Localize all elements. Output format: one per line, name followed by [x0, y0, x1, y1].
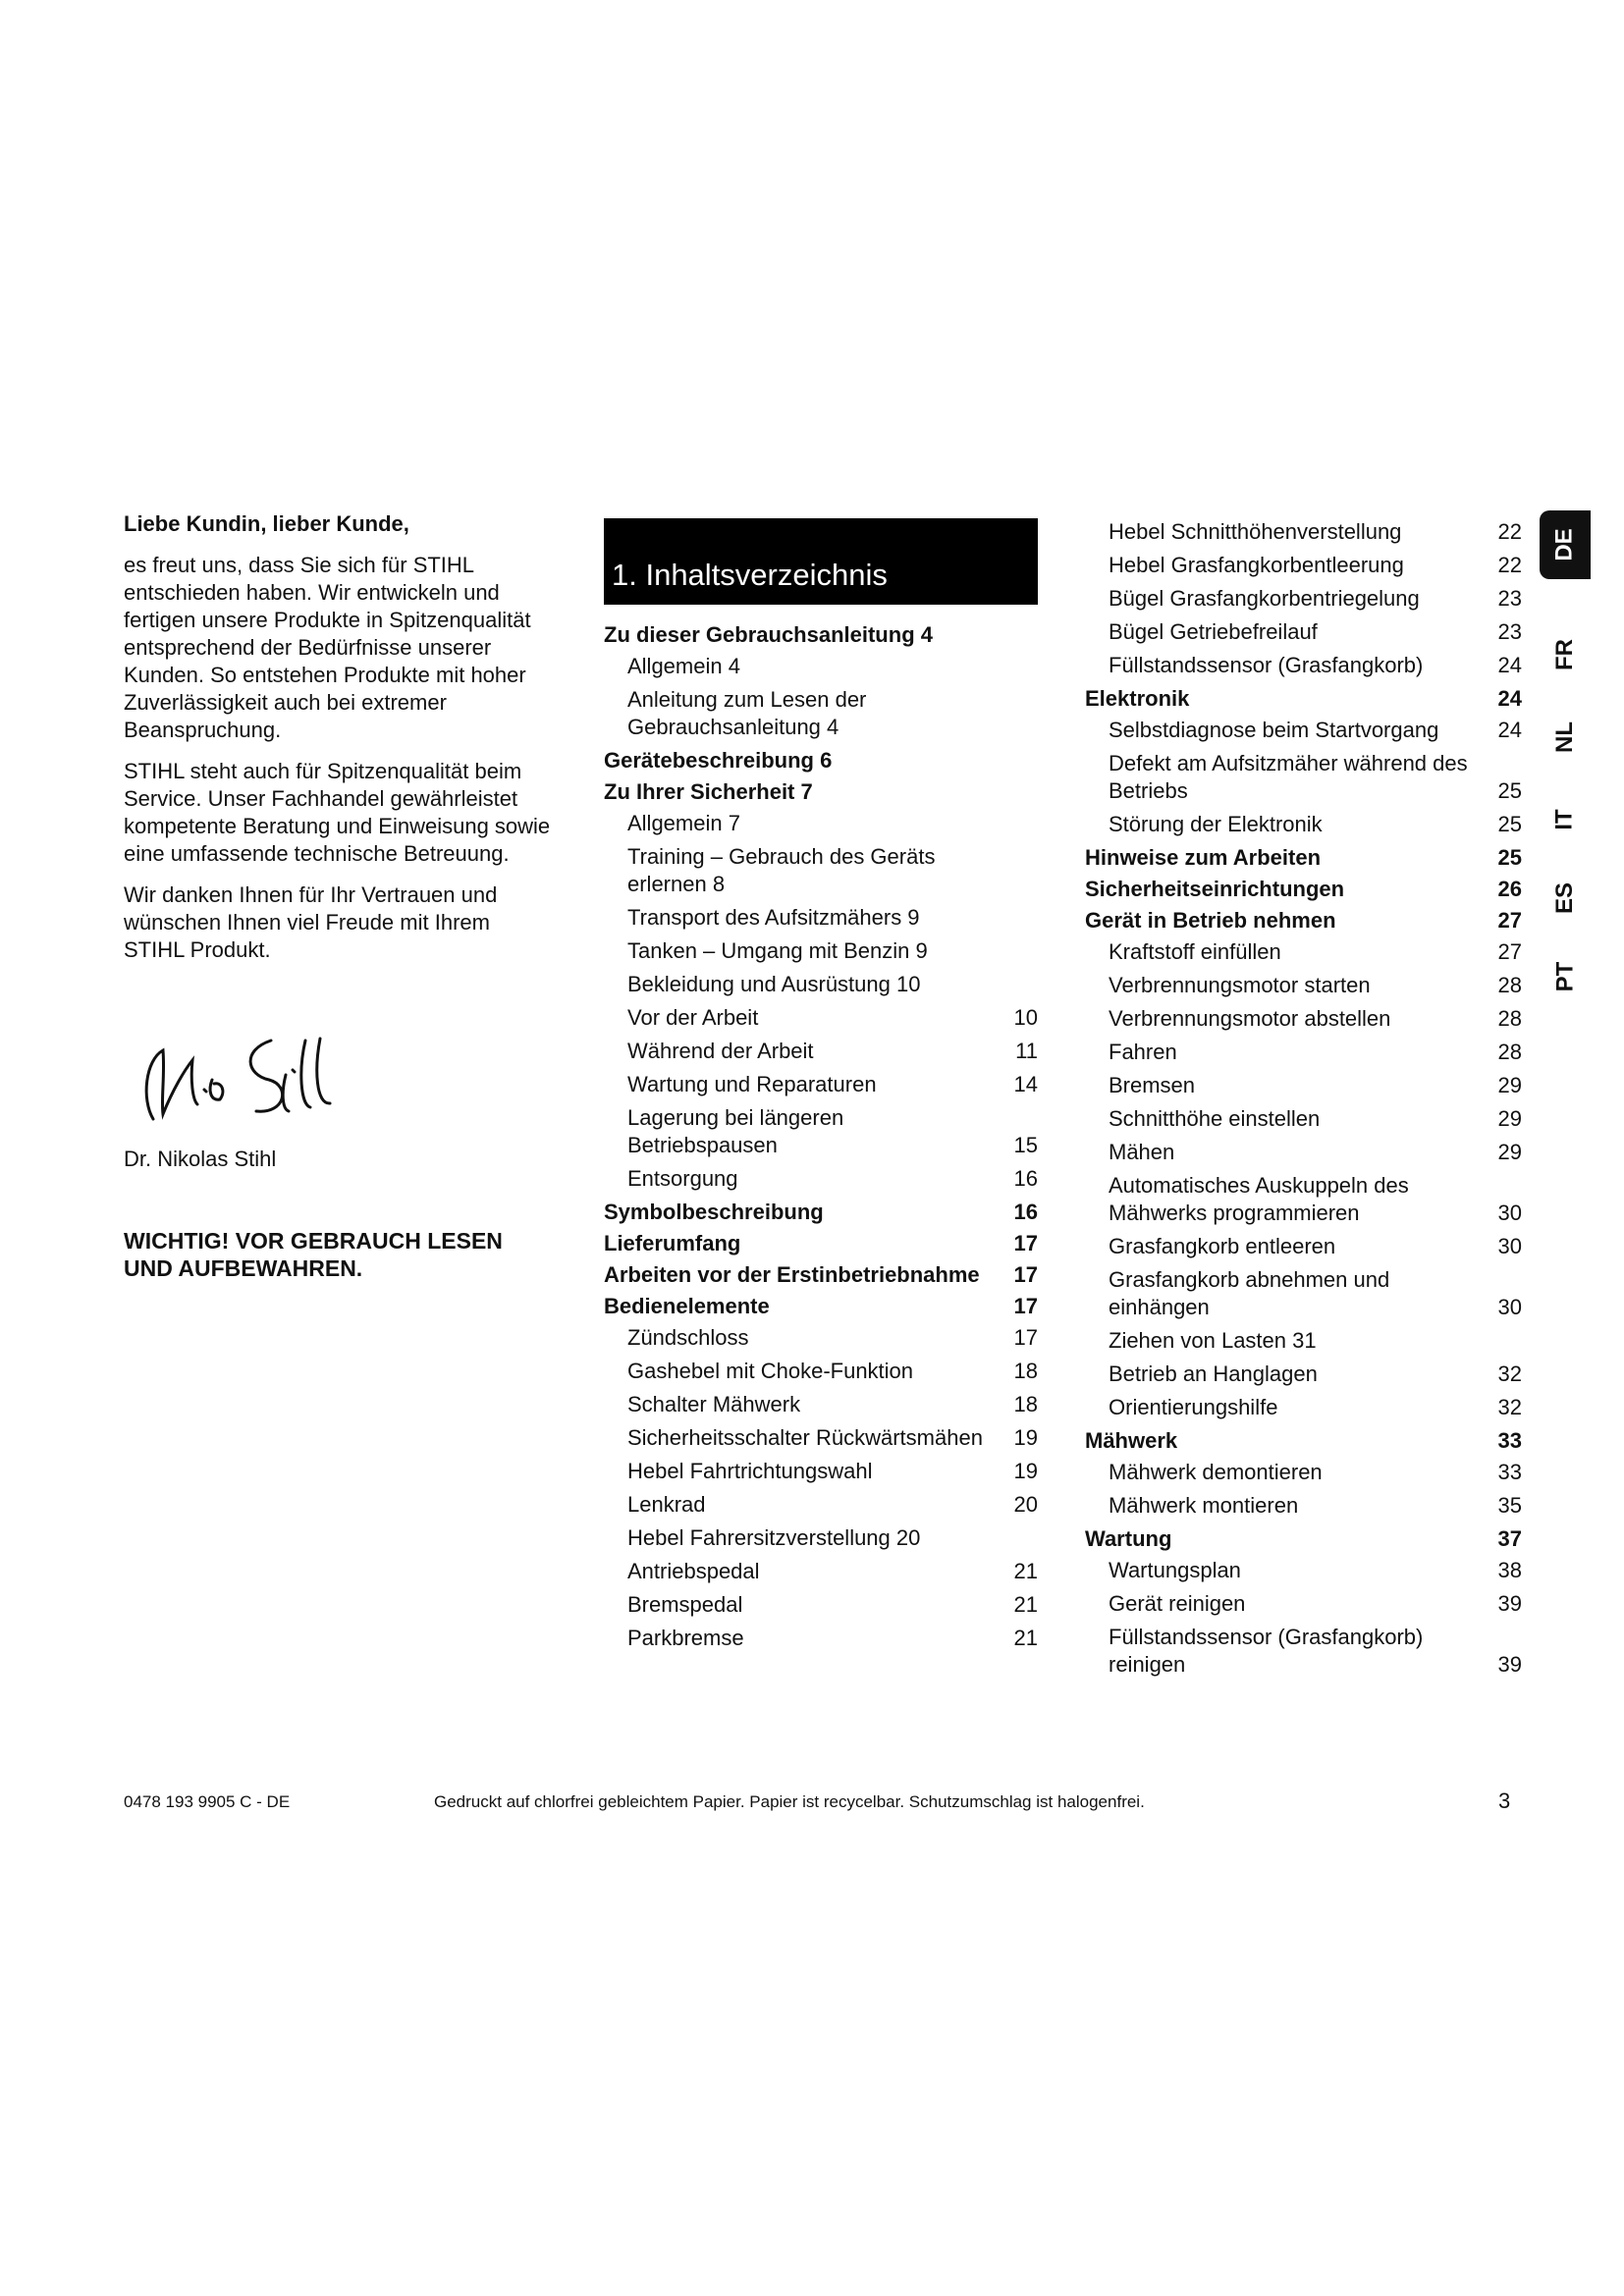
toc-entry-page: 28: [1497, 1006, 1522, 1031]
toc-entry[interactable]: [1085, 1172, 1522, 1227]
toc-entry-title: Transport des Aufsitzmähers 9: [627, 905, 920, 930]
toc-entry[interactable]: [1085, 717, 1522, 744]
toc-entry-page: 37: [1497, 1526, 1522, 1551]
toc-entry[interactable]: [604, 1071, 1038, 1098]
toc-entry-page: 23: [1497, 619, 1522, 644]
toc-entry-page: 24: [1497, 653, 1522, 677]
toc-entry-page: 29: [1497, 1106, 1522, 1131]
toc-entry-title: Bekleidung und Ausrüstung 10: [627, 972, 921, 996]
toc-entry-title: Grasfangkorb abnehmen und einhängen: [1109, 1267, 1390, 1319]
page-number: 3: [1498, 1789, 1511, 1813]
toc-entry-title: Gerät in Betrieb nehmen: [1085, 908, 1336, 933]
toc-entry[interactable]: [1085, 685, 1522, 713]
toc-entry[interactable]: [604, 810, 1038, 837]
toc-entry-page: 17: [1013, 1294, 1038, 1318]
toc-entry-title: Defekt am Aufsitzmäher während des Betriebs: [1109, 751, 1468, 803]
toc-entry-title: Störung der Elektronik: [1109, 812, 1323, 836]
toc-entry-page: 32: [1497, 1395, 1522, 1419]
toc-entry-page: 22: [1497, 553, 1522, 577]
toc-entry[interactable]: [604, 1261, 1038, 1289]
language-tab-label: NL: [1551, 721, 1578, 753]
toc-entry-title: Zu Ihrer Sicherheit 7: [604, 779, 813, 804]
toc-entry[interactable]: [1085, 1105, 1522, 1133]
toc-entry-title: Anleitung zum Lesen der Gebrauchsanleitung 4: [627, 687, 867, 739]
toc-entry[interactable]: [1085, 1624, 1522, 1679]
toc-entry[interactable]: [604, 1458, 1038, 1485]
toc-entry[interactable]: [604, 686, 1038, 741]
toc-entry-title: Lagerung bei längeren Betriebspausen: [627, 1105, 844, 1157]
toc-entry-page: 39: [1497, 1591, 1522, 1616]
toc-entry-page: 16: [1013, 1200, 1038, 1224]
language-tab-fr[interactable]: [1540, 620, 1591, 689]
toc-entry-page: 18: [1013, 1359, 1038, 1383]
signer-name: Dr. Nikolas Stihl: [124, 1147, 277, 1171]
toc-entry-page: 30: [1497, 1201, 1522, 1225]
intro-paragraph: es freut uns, dass Sie sich für STIHL entschieden haben. Wir entwickeln und fertigen unsere Produkte in Spitzenqualität entsprechend der Bedürfnisse unserer Kunden. So entstehen Produkte mit hoher Zuverlässigkeit auch bei extremer Beanspruchung.: [124, 553, 531, 742]
toc-entry-title: Mähwerk: [1085, 1428, 1178, 1453]
toc-entry-title: Bügel Grasfangkorbentriegelung: [1109, 586, 1420, 611]
toc-entry-title: Hinweise zum Arbeiten: [1085, 845, 1322, 870]
language-tab-label: IT: [1550, 809, 1578, 830]
language-tab-label: FR: [1551, 639, 1578, 670]
language-tab-de[interactable]: [1540, 510, 1591, 579]
toc-entry[interactable]: [1085, 552, 1522, 579]
toc-entry-page: 24: [1497, 686, 1522, 711]
toc-entry-page: 18: [1013, 1392, 1038, 1416]
toc-entry[interactable]: [1085, 907, 1522, 934]
toc-entry[interactable]: [604, 1625, 1038, 1652]
toc-entry-title: Füllstandssensor (Grasfangkorb) reinigen: [1109, 1625, 1424, 1677]
toc-entry-title: Gerät reinigen: [1109, 1591, 1246, 1616]
toc-entry-page: 10: [1013, 1005, 1038, 1030]
toc-entry[interactable]: [604, 778, 1038, 806]
toc-entry-page: 27: [1497, 908, 1522, 933]
toc-entry[interactable]: [604, 1004, 1038, 1032]
toc-entry[interactable]: [1085, 1327, 1522, 1355]
toc-entry-title: Verbrennungsmotor starten: [1109, 973, 1371, 997]
intro-paragraph: STIHL steht auch für Spitzenqualität beim Service. Unser Fachhandel gewährleistet kompetente Beratung und Einweisung sowie eine umfassende technische Betreuung.: [124, 759, 551, 866]
document-number: 0478 193 9905 C - DE: [124, 1792, 291, 1811]
toc-entry-title: Hebel Fahrtrichtungswahl: [627, 1459, 873, 1483]
toc-entry-title: Füllstandssensor (Grasfangkorb): [1109, 653, 1424, 677]
toc-entry[interactable]: [604, 653, 1038, 680]
toc-entry-page: 21: [1013, 1592, 1038, 1617]
toc-entry-page: 19: [1013, 1425, 1038, 1450]
toc-entry[interactable]: [1085, 1039, 1522, 1066]
toc-entry-title: Sicherheitsschalter Rückwärtsmähen: [627, 1425, 983, 1450]
toc-entry[interactable]: [604, 1293, 1038, 1320]
toc-entry-title: Lenkrad: [627, 1492, 706, 1517]
toc-entry-page: 30: [1497, 1295, 1522, 1319]
toc-entry[interactable]: [604, 1199, 1038, 1226]
toc-entry-page: 39: [1497, 1652, 1522, 1677]
toc-entry-page: 29: [1497, 1073, 1522, 1097]
toc-entry[interactable]: [1085, 1525, 1522, 1553]
toc-entry-title: Wartungsplan: [1109, 1558, 1241, 1582]
language-tab-label: PT: [1550, 961, 1578, 992]
toc-entry-page: 21: [1013, 1626, 1038, 1650]
toc-entry-title: Verbrennungsmotor abstellen: [1109, 1006, 1391, 1031]
language-tab-nl[interactable]: [1540, 703, 1591, 772]
toc-entry-page: 38: [1497, 1558, 1522, 1582]
toc-entry[interactable]: [604, 971, 1038, 998]
toc-entry-title: Hebel Fahrersitzverstellung 20: [627, 1525, 921, 1550]
toc-entry[interactable]: [604, 1424, 1038, 1452]
toc-entry-title: Mähwerk demontieren: [1109, 1460, 1323, 1484]
toc-entry-page: 22: [1497, 519, 1522, 544]
intro-letter: [124, 510, 556, 978]
toc-entry-page: 25: [1497, 812, 1522, 836]
intro-paragraph: Wir danken Ihnen für Ihr Vertrauen und wünschen Ihnen viel Freude mit Ihrem STIHL Produkt.: [124, 882, 498, 962]
toc-entry[interactable]: [1085, 1590, 1522, 1618]
toc-entry-page: 17: [1013, 1262, 1038, 1287]
toc-column-1: [604, 621, 1038, 1658]
toc-entry-page: 17: [1013, 1231, 1038, 1255]
toc-entry-page: 30: [1497, 1234, 1522, 1258]
toc-entry[interactable]: [604, 1524, 1038, 1552]
toc-entry[interactable]: [1085, 750, 1522, 805]
toc-entry[interactable]: [1085, 652, 1522, 679]
toc-entry-title: Tanken – Umgang mit Benzin 9: [627, 938, 928, 963]
toc-entry[interactable]: [604, 1391, 1038, 1418]
toc-entry[interactable]: [604, 1358, 1038, 1385]
toc-entry[interactable]: [1085, 585, 1522, 613]
toc-entry-title: Lieferumfang: [604, 1231, 741, 1255]
language-tab-it[interactable]: [1540, 785, 1591, 854]
toc-entry[interactable]: [604, 937, 1038, 965]
toc-entry[interactable]: [1085, 1005, 1522, 1033]
toc-entry-title: Hebel Grasfangkorbentleerung: [1109, 553, 1404, 577]
toc-entry-page: 27: [1497, 939, 1522, 964]
toc-entry-page: 14: [1013, 1072, 1038, 1096]
toc-entry-title: Zündschloss: [627, 1325, 749, 1350]
toc-entry-title: Selbstdiagnose beim Startvorgang: [1109, 718, 1439, 742]
toc-entry[interactable]: [604, 1591, 1038, 1619]
toc-entry-title: Mähen: [1109, 1140, 1175, 1164]
toc-entry[interactable]: [1085, 1492, 1522, 1520]
toc-entry-title: Gerätebeschreibung 6: [604, 748, 833, 773]
toc-entry-page: 33: [1497, 1428, 1522, 1453]
important-notice: WICHTIG! VOR GEBRAUCH LESEN UND AUFBEWAHREN.: [124, 1228, 503, 1281]
toc-entry-page: 20: [1013, 1492, 1038, 1517]
toc-title-bar: [604, 518, 1038, 605]
toc-entry-page: 21: [1013, 1559, 1038, 1583]
toc-entry-title: Schnitthöhe einstellen: [1109, 1106, 1321, 1131]
signature-image: [124, 1021, 340, 1139]
toc-entry[interactable]: [604, 1165, 1038, 1193]
toc-entry-title: Bügel Getriebefreilauf: [1109, 619, 1318, 644]
toc-entry-title: Arbeiten vor der Erstinbetriebnahme: [604, 1262, 980, 1287]
toc-entry-page: 33: [1497, 1460, 1522, 1484]
toc-entry[interactable]: [1085, 1266, 1522, 1321]
toc-entry-page: 35: [1497, 1493, 1522, 1518]
toc-entry-title: Entsorgung: [627, 1166, 738, 1191]
language-tab-pt[interactable]: [1540, 942, 1591, 1011]
toc-entry-title: Gashebel mit Choke-Funktion: [627, 1359, 914, 1383]
toc-entry-title: Ziehen von Lasten 31: [1109, 1328, 1317, 1353]
toc-entry-title: Elektronik: [1085, 686, 1190, 711]
toc-entry-title: Hebel Schnitthöhenverstellung: [1109, 519, 1402, 544]
toc-entry[interactable]: [1085, 1557, 1522, 1584]
toc-entry-title: Betrieb an Hanglagen: [1109, 1362, 1318, 1386]
toc-entry[interactable]: [604, 621, 1038, 649]
toc-entry[interactable]: [1085, 618, 1522, 646]
toc-entry-page: 19: [1013, 1459, 1038, 1483]
language-tab-label: ES: [1550, 881, 1578, 915]
toc-entry-title: Während der Arbeit: [627, 1039, 814, 1063]
language-tab-label: DE: [1551, 528, 1578, 561]
toc-entry-title: Automatisches Auskuppeln des Mähwerks programmieren: [1109, 1173, 1409, 1225]
toc-entry-title: Parkbremse: [627, 1626, 744, 1650]
toc-entry[interactable]: [604, 747, 1038, 774]
toc-entry-title: Symbolbeschreibung: [604, 1200, 824, 1224]
toc-entry-title: Bremsen: [1109, 1073, 1196, 1097]
toc-entry-page: 32: [1497, 1362, 1522, 1386]
toc-entry-title: Training – Gebrauch des Geräts erlernen 8: [627, 844, 936, 896]
toc-entry[interactable]: [604, 1324, 1038, 1352]
toc-entry[interactable]: [604, 1104, 1038, 1159]
toc-entry[interactable]: [1085, 1394, 1522, 1421]
greeting: Liebe Kundin, lieber Kunde,: [124, 511, 409, 536]
toc-entry[interactable]: [604, 1038, 1038, 1065]
toc-entry-page: 25: [1497, 778, 1522, 803]
toc-entry[interactable]: [1085, 876, 1522, 903]
toc-entry-title: Sicherheitseinrichtungen: [1085, 877, 1345, 901]
toc-entry[interactable]: [1085, 811, 1522, 838]
toc-entry-title: Wartung und Reparaturen: [627, 1072, 877, 1096]
toc-entry-title: Allgemein 7: [627, 811, 740, 835]
toc-entry-title: Bremspedal: [627, 1592, 743, 1617]
toc-entry-title: Allgemein 4: [627, 654, 740, 678]
toc-entry-page: 23: [1497, 586, 1522, 611]
toc-entry[interactable]: [1085, 1233, 1522, 1260]
toc-entry[interactable]: [1085, 938, 1522, 966]
toc-entry-title: Schalter Mähwerk: [627, 1392, 801, 1416]
toc-entry-title: Grasfangkorb entleeren: [1109, 1234, 1336, 1258]
toc-entry-title: Zu dieser Gebrauchsanleitung 4: [604, 622, 933, 647]
toc-entry-title: Orientierungshilfe: [1109, 1395, 1278, 1419]
toc-entry[interactable]: [1085, 1072, 1522, 1099]
toc-entry[interactable]: [1085, 1139, 1522, 1166]
language-tab-es[interactable]: [1540, 864, 1591, 933]
toc-entry-title: Fahren: [1109, 1040, 1177, 1064]
toc-entry-title: Wartung: [1085, 1526, 1172, 1551]
toc-entry-page: 25: [1497, 845, 1522, 870]
toc-entry[interactable]: [604, 1558, 1038, 1585]
toc-entry-page: 11: [1015, 1039, 1038, 1063]
toc-entry-page: 28: [1497, 973, 1522, 997]
toc-entry[interactable]: [604, 1491, 1038, 1519]
toc-entry[interactable]: [604, 843, 1038, 898]
toc-entry-title: Vor der Arbeit: [627, 1005, 759, 1030]
toc-entry-page: 24: [1497, 718, 1522, 742]
toc-entry-title: Mähwerk montieren: [1109, 1493, 1299, 1518]
paper-note: Gedruckt auf chlorfrei gebleichtem Papier. Papier ist recycelbar. Schutzumschlag ist halogenfrei.: [434, 1792, 1145, 1811]
toc-entry-title: Bedienelemente: [604, 1294, 770, 1318]
toc-entry[interactable]: [1085, 518, 1522, 546]
toc-entry-page: 26: [1497, 877, 1522, 901]
toc-title: 1. Inhaltsverzeichnis: [612, 558, 888, 592]
toc-entry[interactable]: [1085, 1459, 1522, 1486]
toc-entry-page: 29: [1497, 1140, 1522, 1164]
toc-entry-page: 15: [1013, 1133, 1038, 1157]
toc-entry[interactable]: [1085, 1427, 1522, 1455]
toc-entry-page: 17: [1013, 1325, 1038, 1350]
language-tabs: [1540, 510, 1591, 1099]
toc-entry-title: Antriebspedal: [627, 1559, 760, 1583]
toc-entry-page: 16: [1013, 1166, 1038, 1191]
toc-column-2: [1085, 518, 1522, 1684]
toc-entry-page: 28: [1497, 1040, 1522, 1064]
toc-entry[interactable]: [604, 904, 1038, 932]
toc-entry[interactable]: [1085, 972, 1522, 999]
toc-entry[interactable]: [1085, 844, 1522, 872]
toc-entry[interactable]: [604, 1230, 1038, 1257]
toc-entry-title: Kraftstoff einfüllen: [1109, 939, 1281, 964]
toc-entry[interactable]: [1085, 1361, 1522, 1388]
